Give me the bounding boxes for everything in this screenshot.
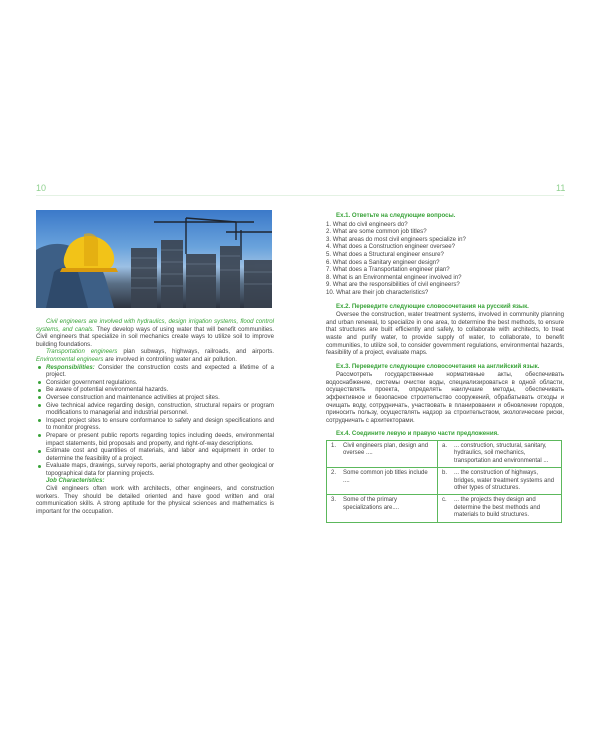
question-item: 5. What does a Structural engineer ensure? bbox=[326, 250, 444, 258]
question-item: 8. What is an Environmental engineer involved in? bbox=[326, 273, 462, 281]
exercise-1-title: Ex.1. Ответьте на следующие вопросы. bbox=[336, 212, 456, 219]
table-cell-right bbox=[438, 468, 562, 495]
list-item: Be aware of potential environmental hazards. bbox=[36, 386, 274, 394]
responsibilities-list bbox=[36, 364, 274, 478]
list-item: Give technical advice regarding design, construction, structural repairs or program modifications to managerial and industrial personnel. bbox=[36, 402, 274, 417]
exercise-3-title: Ex.3. Переведите следующие словосочетания на английский язык. bbox=[336, 362, 540, 370]
exercise-2-text: Oversee the construction, water treatment systems, involved in community planning and urban renewal, to specialize in one area, to determine the best methods, to ensure that structures are built efficiently and safely, to collaborate with architects, to treat waste and purify water, to provide supply of water, to collaborate, to benefit communities, to utilize soil, to consider government regulations, environmental hazards, feasibility of a project, evaluate maps. bbox=[326, 311, 564, 357]
header-rule bbox=[36, 195, 564, 196]
left-column-text bbox=[36, 318, 274, 515]
left-part: Some common job titles include .... bbox=[343, 470, 428, 484]
responsibility-first-text: Consider the construction costs and expected a lifetime of a project. bbox=[46, 363, 274, 379]
row-number: 1. bbox=[331, 443, 337, 450]
list-item: Consider government regulations. bbox=[36, 379, 274, 387]
question-item: 9. What are the responsibilities of civil engineers? bbox=[326, 281, 460, 289]
right-column bbox=[326, 212, 564, 523]
transport-term: Transportation engineers bbox=[46, 348, 118, 356]
page-number-left: 10 bbox=[36, 183, 47, 193]
table-row bbox=[327, 441, 562, 468]
questions-list bbox=[326, 221, 564, 297]
right-part: ... construction, structural, sanitary, hydraulics, soil mechanics, transportation and environmental ... bbox=[454, 443, 549, 464]
left-part: Civil engineers plan, design and oversee .... bbox=[343, 443, 429, 457]
row-number: 2. bbox=[331, 470, 337, 477]
matching-table bbox=[326, 440, 562, 523]
table-row bbox=[327, 495, 562, 522]
list-item bbox=[36, 364, 274, 379]
row-letter: b. bbox=[442, 470, 448, 477]
table-cell-left bbox=[327, 495, 438, 522]
intro-term: Civil engineers are involved with hydraulics, design irrigation systems, flood control systems, and canals. bbox=[36, 318, 274, 333]
list-item: Estimate cost and quantities of materials, and labor and equipment in order to determine the feasibility of a project. bbox=[36, 447, 274, 462]
row-letter: a. bbox=[442, 443, 448, 450]
row-letter: c. bbox=[442, 497, 447, 504]
list-item: Inspect project sites to ensure conformance to safety and design specifications and to monitor progress. bbox=[36, 417, 274, 432]
table-cell-left bbox=[327, 441, 438, 468]
env-term: Environmental engineers bbox=[36, 355, 104, 363]
table-cell-left bbox=[327, 468, 438, 495]
right-part: ... the projects they design and determine the best methods and materials to build structures. bbox=[454, 497, 541, 519]
question-item: 2. What are some common job titles? bbox=[326, 228, 427, 236]
question-item: 3. What areas do most civil engineers specialize in? bbox=[326, 235, 466, 243]
right-part: ... the construction of highways, bridges, water treatment systems and other types of structures. bbox=[454, 470, 555, 492]
list-item: Evaluate maps, drawings, survey reports, aerial photography and other geological or topographical data for planning projects. bbox=[36, 462, 274, 477]
list-item: Prepare or present public reports regarding topics including deeds, environmental impact statements, bid proposals and property, and right-of-way descriptions. bbox=[36, 432, 274, 447]
job-characteristics-text: Civil engineers often work with architects, other engineers, and construction workers. They should be detailed oriented and have good written and oral communication skills. A strong aptitude for the physical sciences and mathematics is important for the occupation. bbox=[36, 485, 274, 515]
table-cell-right bbox=[438, 495, 562, 522]
question-item: 4. What does a Construction engineer oversee? bbox=[326, 243, 456, 251]
list-item: Oversee construction and maintenance activities at project sites. bbox=[36, 394, 274, 402]
question-item: 6. What does a Sanitary engineer design? bbox=[326, 258, 440, 266]
left-part: Some of the primary specializations are.... bbox=[343, 497, 400, 511]
row-number: 3. bbox=[331, 497, 337, 504]
question-item: 10. What are their job characteristics? bbox=[326, 288, 429, 296]
responsibilities-label: Responsibilities: bbox=[46, 363, 95, 371]
transport-text: plan subways, highways, railroads, and airports. bbox=[117, 348, 275, 356]
job-characteristics-label: Job Characteristics: bbox=[46, 477, 105, 485]
question-item: 7. What does a Transportation engineer plan? bbox=[326, 266, 450, 274]
env-text: are involved in controlling water and air pollution. bbox=[103, 355, 237, 363]
exercise-3-text: Рассмотреть государственные нормативные акты, обеспечивать водоснабжение, системы очистки воды, специализироваться в одной области, осуществлять проекта, определять наилучшие методы, обеспечивать эффективное и безопасное строительство сооружений, обрабатывать отходы и очищать воду, сотрудничать, участвовать в планировании и обновлении городов, приносить пользу, осуществлять надзор за строительством, экологические риски, сотрудничать с архитекторами. bbox=[326, 371, 564, 424]
exercise-4-title: Ex.4. Соедините левую и правую части предложения. bbox=[336, 430, 499, 438]
exercise-2-title: Ex.2. Переведите следующие словосочетания на русский язык. bbox=[336, 302, 529, 310]
intro-paragraph bbox=[36, 318, 274, 348]
construction-photo bbox=[36, 210, 272, 308]
table-cell-right bbox=[438, 441, 562, 468]
page-number-right: 11 bbox=[556, 183, 566, 193]
table-row bbox=[327, 468, 562, 495]
question-item: 1. What do civil engineers do? bbox=[326, 220, 408, 228]
transport-env-paragraph bbox=[36, 348, 274, 363]
intro-text: They develop ways of using water that will benefit communities. Civil engineers that specialize in soil mechanics create ways to utilize soil to improve building foundations. bbox=[36, 325, 275, 348]
